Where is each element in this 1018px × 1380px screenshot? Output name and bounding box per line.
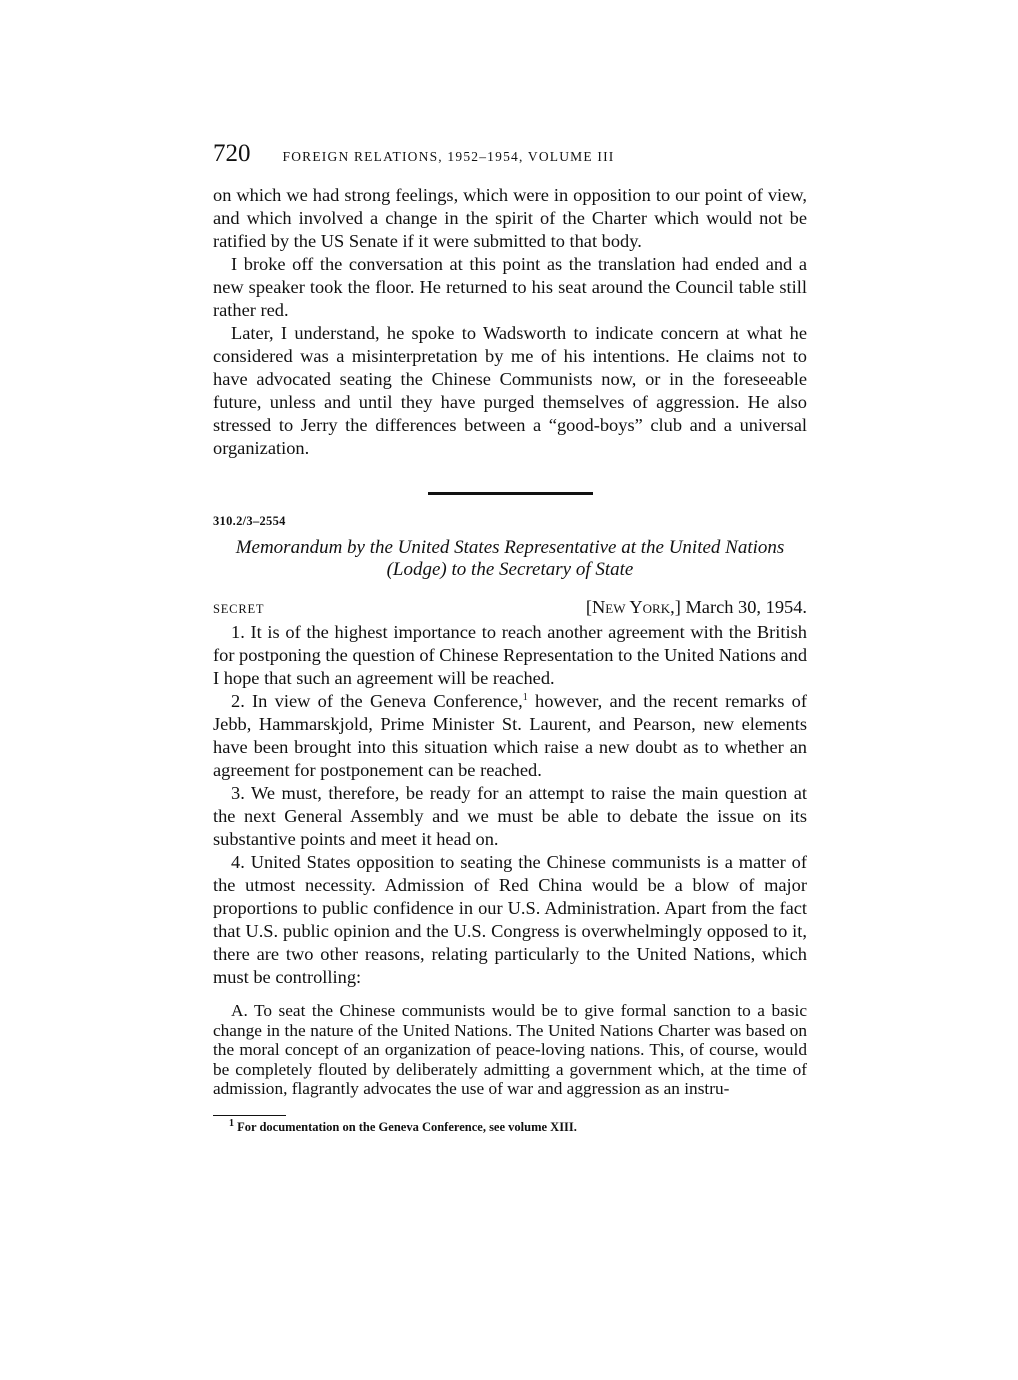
body-paragraph: I broke off the conversation at this point as the translation had ended and a new speaker took the floor. He returned to his seat around the Council table still rather red. <box>213 254 807 320</box>
place: New York, <box>591 597 675 617</box>
continued-paragraph: on which we had strong feelings, which were in opposition to our point of view, and which involved a change in the spirit of the Charter which would not be ratified by the US Senate if it were submitted to that body. <box>213 185 807 251</box>
running-head <box>213 140 807 184</box>
numbered-paragraph-3: 3. We must, therefore, be ready for an attempt to raise the main question at the next General Assembly and we must be able to debate the issue on its substantive points and meet it head on. <box>213 783 807 849</box>
numbered-paragraph-4: 4. United States opposition to seating the Chinese communists is a matter of the utmost necessity. Admission of Red China would be a blow of major proportions to public confidence in our U.S. Administration. Apart from the fact that U.S. public opinion and the U.S. Congress is overwhelmingly opposed to it, there are two other reasons, relating particularly to the United Nations, which must be controlling: <box>213 852 807 987</box>
paragraph-2-text: 2. In view of the Geneva Conference, <box>231 691 523 711</box>
numbered-paragraph-2 <box>213 690 807 782</box>
page-number: 720 <box>213 140 251 167</box>
footnote <box>213 1117 807 1135</box>
running-title: FOREIGN RELATIONS, 1952–1954, VOLUME III <box>282 149 615 164</box>
classification-marking: SECRET <box>213 602 265 616</box>
bracket-close: ] <box>674 597 681 617</box>
bracket-open: [ <box>585 597 592 617</box>
footnote-text: For documentation on the Geneva Conference, see volume XIII. <box>234 1119 577 1134</box>
dateline <box>213 597 807 621</box>
document-separator-rule <box>428 492 593 495</box>
paragraph-2-text-continued: however, and the recent remarks of Jebb, Hammarskjold, Prime Minister St. Laurent, and Pearson, new elements have been brought into this situation which raise a new doubt as to whether an agreement for postponement can be reached. <box>213 691 807 780</box>
footnote-reference: 1 <box>522 691 528 703</box>
document-page <box>213 140 807 1135</box>
date: March 30, 1954. <box>685 597 807 617</box>
footnote-marker: 1 <box>229 1117 234 1129</box>
file-number: 310.2/3–2554 <box>213 514 286 528</box>
footnote-rule <box>213 1115 286 1116</box>
document-title: Memorandum by the United States Representative at the United Nations (Lodge) to the Secretary of State <box>235 537 785 580</box>
subparagraph-a: A. To seat the Chinese communists would be to give formal sanction to a basic change in the nature of the United Nations. The United Nations Charter was based on the moral concept of an organization of peace-loving nations. This, of course, would be completely flouted by deliberately admitting a government which, at the time of admission, flagrantly advocates the use of war and aggression as an instru- <box>213 1001 807 1099</box>
place-and-date <box>586 597 807 618</box>
numbered-paragraph-1: 1. It is of the highest importance to reach another agreement with the British for postponing the question of Chinese Representation to the United Nations and I hope that such an agreement will be reached. <box>213 622 808 688</box>
body-paragraph: Later, I understand, he spoke to Wadsworth to indicate concern at what he considered was a misinterpretation by me of his intentions. He claims not to have advocated seating the Chinese Communists now, or in the foreseeable future, unless and until they have purged themselves of aggression. He also stressed to Jerry the differences between a “good-boys” club and a universal organization. <box>213 323 807 458</box>
